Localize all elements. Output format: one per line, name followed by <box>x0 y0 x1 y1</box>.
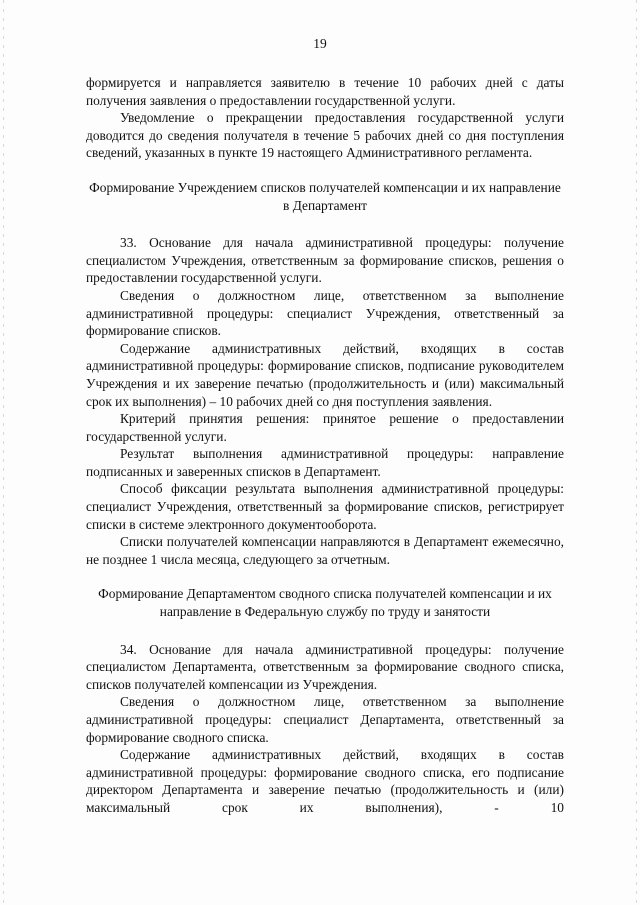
paragraph-34-actions: Содержание административных действий, входящих в состав административной процедуры: формирование сводного списка, его подписание директором Департамента и заверение печатью (продолжительность и (или) максимальный срок их выполнения), - 10 <box>86 747 564 815</box>
paragraph-33-actions: Содержание административных действий, входящих в состав административной процедуры: формирование списков, подписание руководителем Учреждения и их заверение печатью (продолжительность и (или) максимальный срок их выполнения) – 10 рабочих дней со дня поступления заявления. <box>86 340 564 409</box>
section-heading-summary-list: Формирование Департаментом сводного списка получателей компенсации и их направление в Федеральную службу по труду и занятости <box>98 586 552 620</box>
paragraph-33-result: Результат выполнения административной процедуры: направление подписанных и заверенных списков в Департамент. <box>86 446 564 479</box>
scan-edge-left <box>3 0 4 905</box>
scan-edge-right <box>636 0 637 905</box>
paragraph-33-official: Сведения о должностном лице, ответственном за выполнение административной процедуры: специалист Учреждения, ответственный за формирование списков. <box>86 287 564 339</box>
paragraph-continuation: формируется и направляется заявителю в течение 10 рабочих дней с даты получения заявления о предоставлении государственной услуги. <box>86 75 564 108</box>
section-heading-lists: Формирование Учреждением списков получателей компенсации и их направление в Департамент <box>89 179 561 213</box>
page-number: 19 <box>313 36 327 51</box>
paragraph-34-basis: 34. Основание для начала административной процедуры: получение специалистом Департамента, ответственным за формирование сводного списка, списков получателей компенсации из Учреждения. <box>86 641 564 692</box>
paragraph-34-official: Сведения о должностном лице, ответственном за выполнение административной процедуры: специалист Департамента, ответственный за формирование сводного списка. <box>86 694 564 745</box>
paragraph-termination-notice: Уведомление о прекращении предоставления государственной услуги доводится до сведения получателя в течение 5 рабочих дней со дня поступления сведений, указанных в пункте 19 настоящего Административного регламента. <box>86 110 564 161</box>
paragraph-33-schedule: Списки получателей компенсации направляются в Департамент ежемесячно, не позднее 1 числа месяца, следующего за отчетным. <box>86 534 564 567</box>
paragraph-33-criterion: Критерий принятия решения: принятое решение о предоставлении государственной услуги. <box>86 411 564 444</box>
paragraph-33-basis: 33. Основание для начала административной процедуры: получение специалистом Учреждения, ответственным за формирование списков, решения о предоставлении государственной услуги. <box>86 235 564 286</box>
paragraph-33-fixation: Способ фиксации результата выполнения административной процедуры: специалист Учреждения, ответственный за формирование списков, регистрирует списки в системе электронного документооборота. <box>86 481 564 532</box>
document-body <box>86 74 564 817</box>
